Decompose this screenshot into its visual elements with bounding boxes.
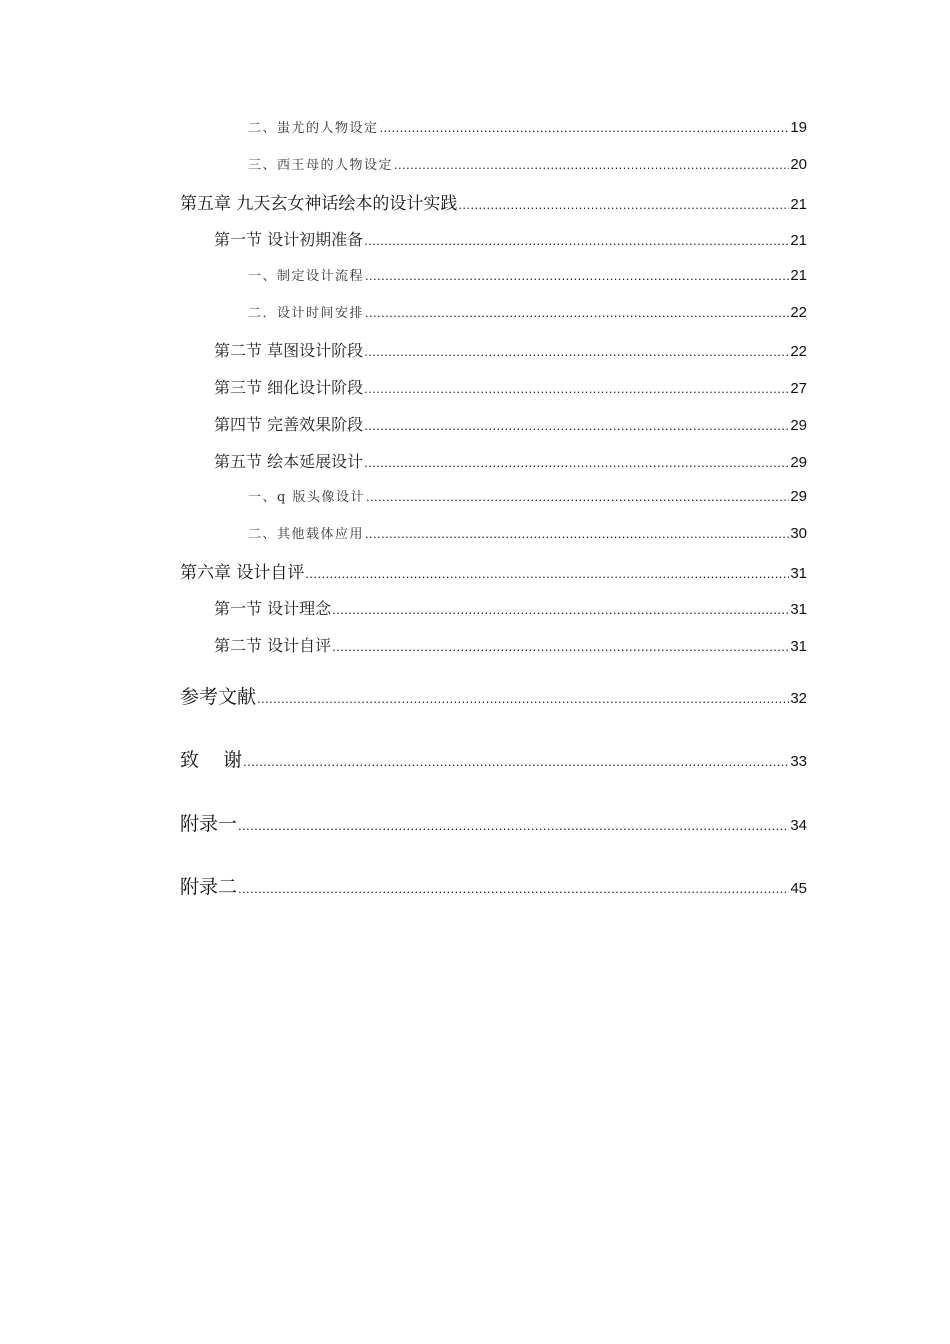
toc-entry-label: 致 谢 — [180, 749, 243, 771]
toc-page-number: 29 — [790, 417, 807, 434]
toc-page-number: 31 — [790, 565, 807, 582]
toc-entry[interactable] — [180, 872, 807, 899]
toc-entry-label: 二、其他载体应用 — [248, 527, 365, 542]
toc-page-number: 21 — [790, 267, 807, 284]
toc-leader-dots — [364, 382, 789, 395]
toc-entry[interactable] — [180, 265, 807, 284]
toc-leader-dots — [364, 419, 789, 432]
toc-leader-dots — [364, 456, 789, 469]
toc-entry-label: 三、西王母的人物设定 — [248, 158, 394, 173]
toc-entry-label: 二．设计时间安排 — [248, 306, 365, 321]
toc-page-number: 34 — [790, 817, 807, 834]
toc-page-number: 20 — [790, 156, 807, 173]
toc-entry[interactable] — [180, 633, 807, 656]
toc-page-number: 30 — [790, 525, 807, 542]
toc-entry[interactable] — [180, 302, 807, 321]
toc-page-number: 27 — [790, 380, 807, 397]
toc-page-number: 22 — [790, 304, 807, 321]
toc-leader-dots — [332, 603, 789, 616]
toc-entry-label: 参考文献 — [180, 686, 257, 708]
toc-entry-label: 第四节 完善效果阶段 — [214, 415, 364, 434]
toc-entry[interactable] — [180, 523, 807, 542]
toc-leader-dots — [394, 158, 789, 171]
toc-entry-label: 附录二 — [180, 876, 238, 898]
toc-entry[interactable] — [180, 596, 807, 619]
toc-entry[interactable] — [180, 375, 807, 398]
toc-leader-dots — [365, 527, 789, 540]
toc-leader-dots — [380, 121, 790, 134]
toc-entry-label: 第二节 草图设计阶段 — [214, 341, 364, 360]
toc-page-number: 32 — [790, 690, 807, 707]
toc-page-number: 45 — [790, 880, 807, 897]
toc-entry[interactable] — [180, 449, 807, 472]
toc-page-number: 21 — [790, 232, 807, 249]
toc-entry[interactable] — [180, 412, 807, 435]
toc-page-number: 19 — [790, 119, 807, 136]
toc-leader-dots — [366, 490, 789, 503]
toc-entry-label: 第一节 设计理念 — [214, 599, 332, 618]
toc-page-number: 22 — [790, 343, 807, 360]
toc-entry[interactable] — [180, 189, 807, 214]
toc-leader-dots — [305, 567, 789, 580]
toc-entry-label: 一、q 版头像设计 — [248, 490, 365, 505]
toc-leader-dots — [238, 819, 789, 832]
toc-entry[interactable] — [180, 809, 807, 836]
toc-page-number: 33 — [790, 753, 807, 770]
toc-leader-dots — [364, 345, 789, 358]
toc-entry[interactable] — [180, 154, 807, 173]
toc-leader-dots — [332, 640, 789, 653]
toc-leader-dots — [238, 882, 789, 895]
toc-entry[interactable] — [180, 227, 807, 250]
toc-entry-label: 一、制定设计流程 — [248, 269, 365, 284]
toc-entry[interactable] — [180, 117, 807, 136]
toc-page-number: 21 — [790, 196, 807, 213]
toc-leader-dots — [364, 234, 789, 247]
toc-entry-label: 二、蚩尤的人物设定 — [248, 121, 379, 136]
toc-entry-label: 第五节 绘本延展设计 — [214, 452, 364, 471]
toc-leader-dots — [257, 692, 789, 705]
toc-page-number: 29 — [790, 488, 807, 505]
toc-entry[interactable] — [180, 338, 807, 361]
toc-page-number: 31 — [790, 638, 807, 655]
toc-leader-dots — [365, 306, 789, 319]
toc-entry-label: 第一节 设计初期准备 — [214, 230, 364, 249]
toc-entry[interactable] — [180, 486, 807, 505]
toc-entry-label: 附录一 — [180, 813, 238, 835]
toc-leader-dots — [458, 198, 789, 211]
toc-entry-label: 第三节 细化设计阶段 — [214, 378, 364, 397]
toc-entry-label: 第二节 设计自评 — [214, 636, 332, 655]
toc-entry[interactable] — [180, 745, 807, 772]
toc-entry[interactable] — [180, 558, 807, 583]
toc-leader-dots — [243, 755, 789, 768]
toc-entry-label: 第五章 九天玄女神话绘本的设计实践 — [180, 194, 458, 214]
toc-entry[interactable] — [180, 682, 807, 709]
toc-leader-dots — [365, 269, 789, 282]
toc-entry-label: 第六章 设计自评 — [180, 563, 305, 583]
toc-page-number: 31 — [790, 601, 807, 618]
toc-page-number: 29 — [790, 454, 807, 471]
